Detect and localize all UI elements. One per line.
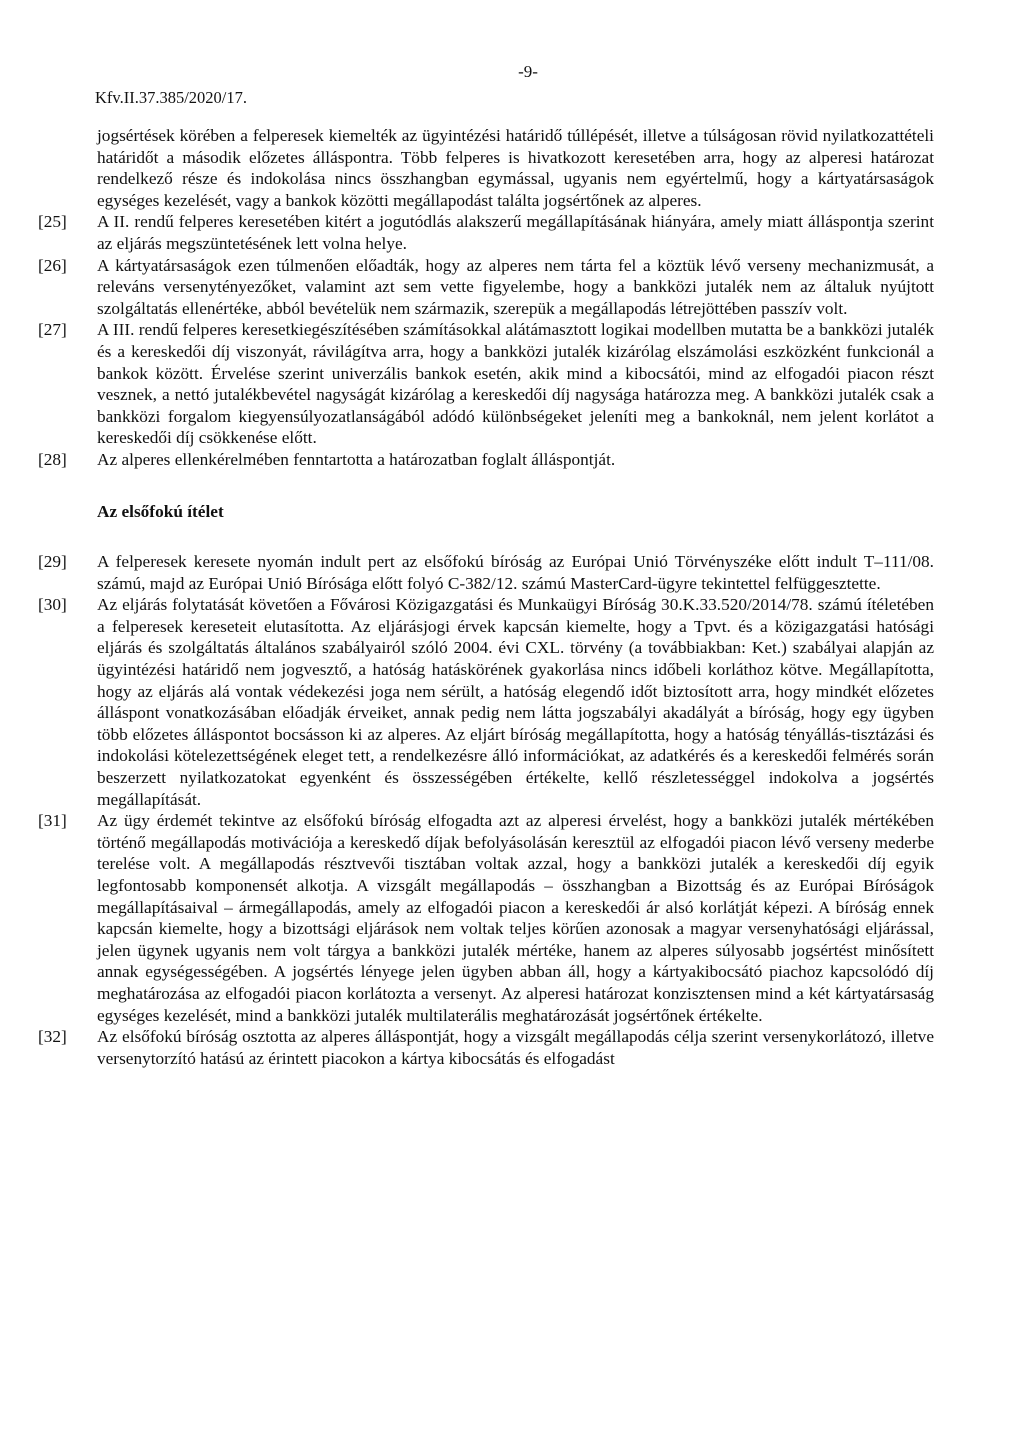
page-header	[95, 62, 935, 107]
paragraph-group-b	[38, 551, 934, 1069]
paragraph-number: [25]	[38, 212, 67, 232]
numbered-paragraph	[38, 255, 934, 320]
paragraph-group-a	[38, 211, 934, 470]
continuation-paragraph: jogsértések körében a felperesek kiemelték az ügyintézési határidő túllépését, illetve a túlságosan rövid nyilatkozattételi határidőt a második előzetes álláspontra. Több felperes is hivatkozott keresetében arra, hogy az alperesi határozat rendelkező része és indokolása nincs összhangban egymással, ugyanis nem egyértelmű, hogy a kártyatársaságok egységes kezelését, vagy a bankok közötti megállapodást találta jogsértőnek az alperes.	[97, 126, 934, 210]
paragraph-number: [28]	[38, 449, 67, 469]
numbered-paragraph	[38, 1026, 934, 1069]
paragraph-number: [26]	[38, 255, 67, 275]
paragraph-text: A III. rendű felperes keresetkiegészítésében számításokkal alátámasztott logikai modellben mutatta be a bankközi jutalék és a kereskedői díj viszonyát, rávilágítva arra, hogy a bankközi jutalék kizárólag elszámolási eszközként funkcionál a bankok között. Érvelése szerint univerzális bankok esetén, akik mind a kibocsátói, mind az elfogadói piacon részt vesznek, a nettó jutalékbevétel nagyságát kizárólag a kereskedői díj nagysága határozza meg. A bankközi jutalék csak a bankközi forgalom kiegyensúlyozatlanságából adódó különbségeket jeleníti meg a bankoknál, nem jelent korlátot a kereskedői díj csökkenése előtt.	[97, 320, 934, 448]
paragraph-number: [31]	[38, 811, 67, 831]
section-heading: Az elsőfokú ítélet	[97, 501, 224, 521]
paragraph-number: [27]	[38, 320, 67, 340]
paragraph-number: [32]	[38, 1027, 67, 1047]
paragraph-text: Az eljárás folytatását követően a Fővárosi Közigazgatási és Munkaügyi Bíróság 30.K.33.520/2014/78. számú ítéletében a felperesek kereseteit elutasította. Az eljárásjogi érvek kapcsán kiemelte, hogy a Tpvt. és a közigazgatási hatósági eljárás és szolgáltatás általános szabályairól szóló 2004. évi CXL. törvény (a továbbiakban: Ket.) szabályai alapján az ügyintézési határidő nem jogvesztő, a hatóság hatáskörének gyakorlása nincs időbeli korláthoz kötve. Megállapította, hogy az eljárás alá vontak védekezési joga nem sérült, a hatóság elegendő időt biztosított arra, hogy mindkét előzetes álláspont vonatkozásában előadják érveiket, annak pedig nem látta jogszabályi akadályát a bíróság, hogy egy ügyben több előzetes álláspontot bocsásson ki az alperes. Az eljárt bíróság megállapította, hogy a hatóság tényállás-tisztázási és indokolási kötelezettségének eleget tett, a rendelkezésre álló információkat, az adatkérés és a kereskedői felmérés során beszerzett nyilatkozatokat egyenként és összességében értékelte, kellő részletességgel indokolva a jogsértés megállapítását.	[97, 595, 934, 809]
paragraph-text: Az alperes ellenkérelmében fenntartotta a határozatban foglalt álláspontját.	[97, 449, 616, 469]
numbered-paragraph	[38, 810, 934, 1026]
numbered-paragraph	[38, 551, 934, 594]
paragraph-text: A felperesek keresete nyomán indult pert az elsőfokú bíróság az Európai Unió Törvényszéke előtt indult T–111/08. számú, majd az Európai Unió Bírósága előtt folyó C-382/12. számú MasterCard-ügyre tekintettel felfüggesztette.	[97, 552, 934, 593]
paragraph-number: [30]	[38, 595, 67, 615]
numbered-paragraph	[38, 594, 934, 810]
numbered-paragraph	[38, 319, 934, 449]
paragraph-text: A II. rendű felperes keresetében kitért a jogutódlás alakszerű megállapításának hiányára, amely miatt álláspontja szerint az eljárás megszüntetésének lett volna helye.	[97, 212, 934, 253]
page-number: -9-	[518, 62, 538, 81]
numbered-paragraph	[38, 449, 934, 471]
paragraph-text: Az ügy érdemét tekintve az elsőfokú bíróság elfogadta azt az alperesi érvelést, hogy a bankközi jutalék mértékében történő megállapodás motivációja a kereskedő díjak befolyásolásán keresztül az elfogadói piacon lévő verseny mederbe terelése volt. A megállapodás résztvevői tisztában voltak azzal, hogy a bankközi jutalék a kereskedői díj egyik legfontosabb komponensét alkotja. A vizsgált megállapodás – összhangban a Bizottság és az Európai Bíróságok megállapításaival – ármegállapodás, amely az elfogadói piacon a kereskedői ár alsó korlátját képezi. A bíróság ennek kapcsán kiemelte, hogy a bizottsági eljárások nem voltak teljes körűen azonosak a magyar versenyhatósági eljárással, jelen ügynek ugyanis nem volt tárgya a bankközi jutalék mértéke, hanem az alperes súlyosabb jogsértést minősített annak egységességében. A jogsértés lényege jelen ügyben abban áll, hogy a kártyakibocsátó piachoz kapcsolódó díj meghatározása az elfogadói piacon korlátozta a versenyt. Az alperesi határozat konzisztensen mind a két kártyatársaság egységes kezelését, mind a bankközi jutalék multilaterális meghatározását jogsértőnek értékelte.	[97, 811, 934, 1025]
paragraph-text: Az elsőfokú bíróság osztotta az alperes álláspontját, hogy a vizsgált megállapodás célja szerint versenykorlátozó, illetve versenytorzító hatású az érintett piacokon a kártya kibocsátás és elfogadást	[97, 1027, 934, 1068]
case-number: Kfv.II.37.385/2020/17.	[95, 88, 247, 107]
numbered-paragraph	[38, 211, 934, 254]
paragraph-number: [29]	[38, 552, 67, 572]
document-body	[38, 125, 934, 1069]
paragraph-text: A kártyatársaságok ezen túlmenően előadták, hogy az alperes nem tárta fel a köztük lévő verseny mechanizmusát, a releváns versenytényezőket, valamint azt sem vette figyelembe, hogy a bankközi jutalék nem az általuk nyújtott szolgáltatás ellenértéke, abból bevételük nem származik, szerepük a megállapodás létrejöttében passzív volt.	[97, 255, 934, 318]
